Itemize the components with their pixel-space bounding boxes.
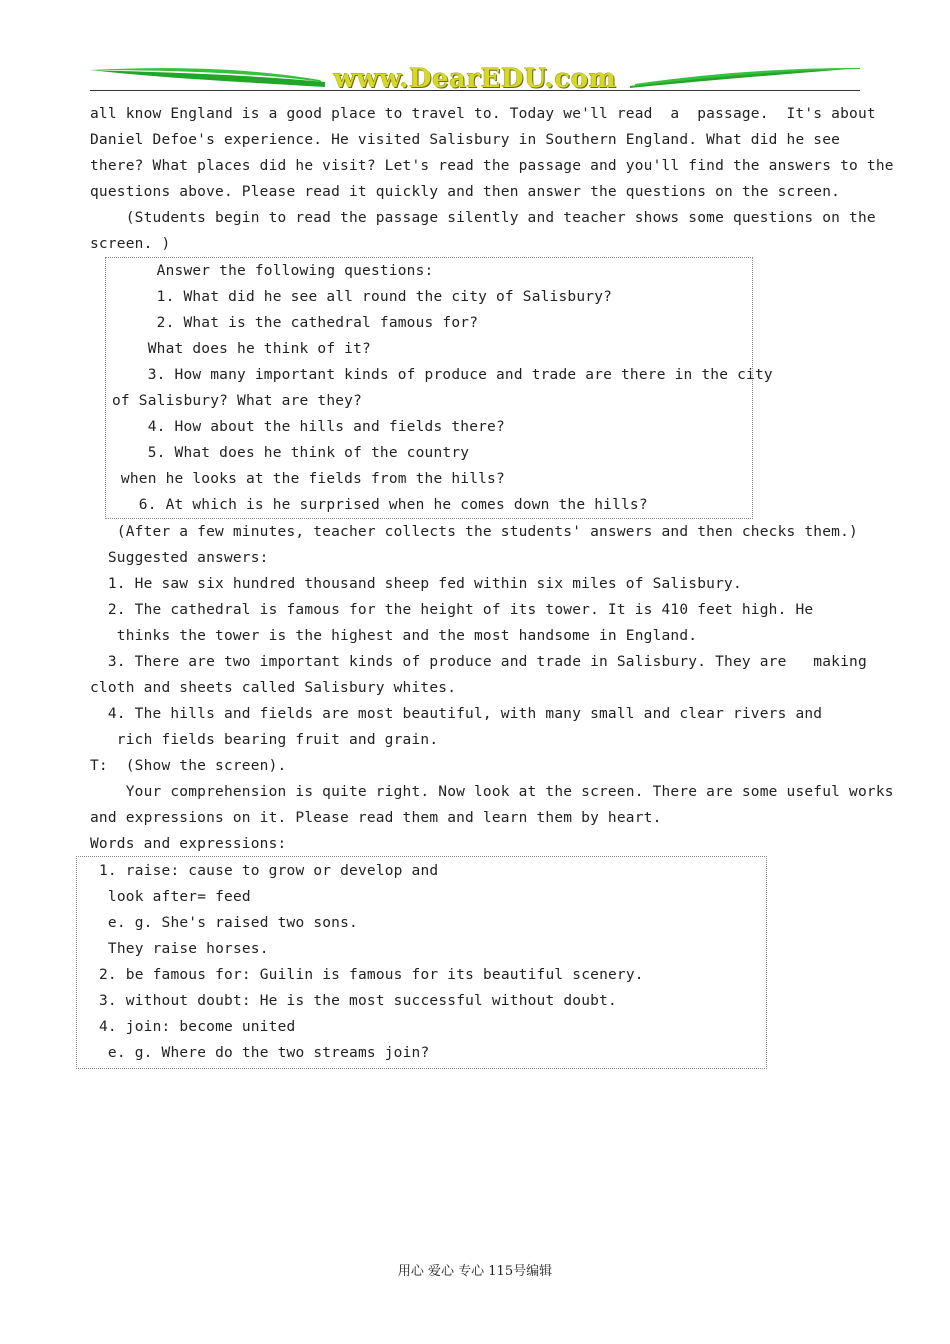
word-line: 1. raise: cause to grow or develop and xyxy=(99,863,439,879)
text-line: and expressions on it. Please read them and learn them by heart. xyxy=(90,810,662,826)
question-line: 4. How about the hills and fields there? xyxy=(112,419,505,435)
text-line: thinks the tower is the highest and the most handsome in England. xyxy=(90,628,698,644)
site-logo-text[interactable]: www.DearEDU.com xyxy=(333,64,617,94)
text-line: all know England is a good place to travel to. Today we'll read a passage. It's about xyxy=(90,106,876,122)
text-line: cloth and sheets called Salisbury whites. xyxy=(90,680,457,696)
text-line: Suggested answers: xyxy=(90,550,269,566)
text-line: 1. He saw six hundred thousand sheep fed within six miles of Salisbury. xyxy=(90,576,742,592)
text-line: 2. The cathedral is famous for the height of its tower. It is 410 feet high. He xyxy=(90,602,814,618)
text-line: (Students begin to read the passage silently and teacher shows some questions on the xyxy=(90,210,876,226)
question-line: 5. What does he think of the country xyxy=(112,445,470,461)
text-line: 4. The hills and fields are most beautiful, with many small and clear rivers and xyxy=(90,706,823,722)
text-line: there? What places did he visit? Let's read the passage and you'll find the answers to the xyxy=(90,158,894,174)
word-line: e. g. Where do the two streams join? xyxy=(99,1045,430,1061)
text-line: questions above. Please read it quickly and then answer the questions on the screen. xyxy=(90,184,841,200)
word-line: 3. without doubt: He is the most successful without doubt. xyxy=(99,993,617,1009)
text-line: T: (Show the screen). xyxy=(90,758,287,774)
word-line: They raise horses. xyxy=(99,941,269,957)
word-line: 2. be famous for: Guilin is famous for its beautiful scenery. xyxy=(99,967,644,983)
question-line: What does he think of it? xyxy=(112,341,371,357)
question-line: 3. How many important kinds of produce and trade are there in the city xyxy=(112,367,773,383)
text-line: (After a few minutes, teacher collects the students' answers and then checks them.) xyxy=(90,524,858,540)
question-line: 2. What is the cathedral famous for? xyxy=(112,315,479,331)
question-line: 1. What did he see all round the city of Salisbury? xyxy=(112,289,613,305)
text-line: Daniel Defoe's experience. He visited Salisbury in Southern England. What did he see xyxy=(90,132,841,148)
word-line: e. g. She's raised two sons. xyxy=(99,915,358,931)
page-footer: 用心 爱心 专心 115号编辑 xyxy=(397,1264,553,1279)
word-line: 4. join: become united xyxy=(99,1019,296,1035)
question-line: Answer the following questions: xyxy=(112,263,434,279)
text-line: Your comprehension is quite right. Now look at the screen. There are some useful works xyxy=(90,784,894,800)
text-line: 3. There are two important kinds of produce and trade in Salisbury. They are making xyxy=(90,654,867,670)
text-line: rich fields bearing fruit and grain. xyxy=(90,732,439,748)
text-line: screen. ) xyxy=(90,236,171,252)
text-line: Words and expressions: xyxy=(90,836,287,852)
question-line: 6. At which is he surprised when he comes down the hills? xyxy=(112,497,648,513)
header-divider xyxy=(90,90,860,91)
question-line: of Salisbury? What are they? xyxy=(112,393,363,409)
question-line: when he looks at the fields from the hills? xyxy=(112,471,505,487)
word-line: look after= feed xyxy=(99,889,251,905)
